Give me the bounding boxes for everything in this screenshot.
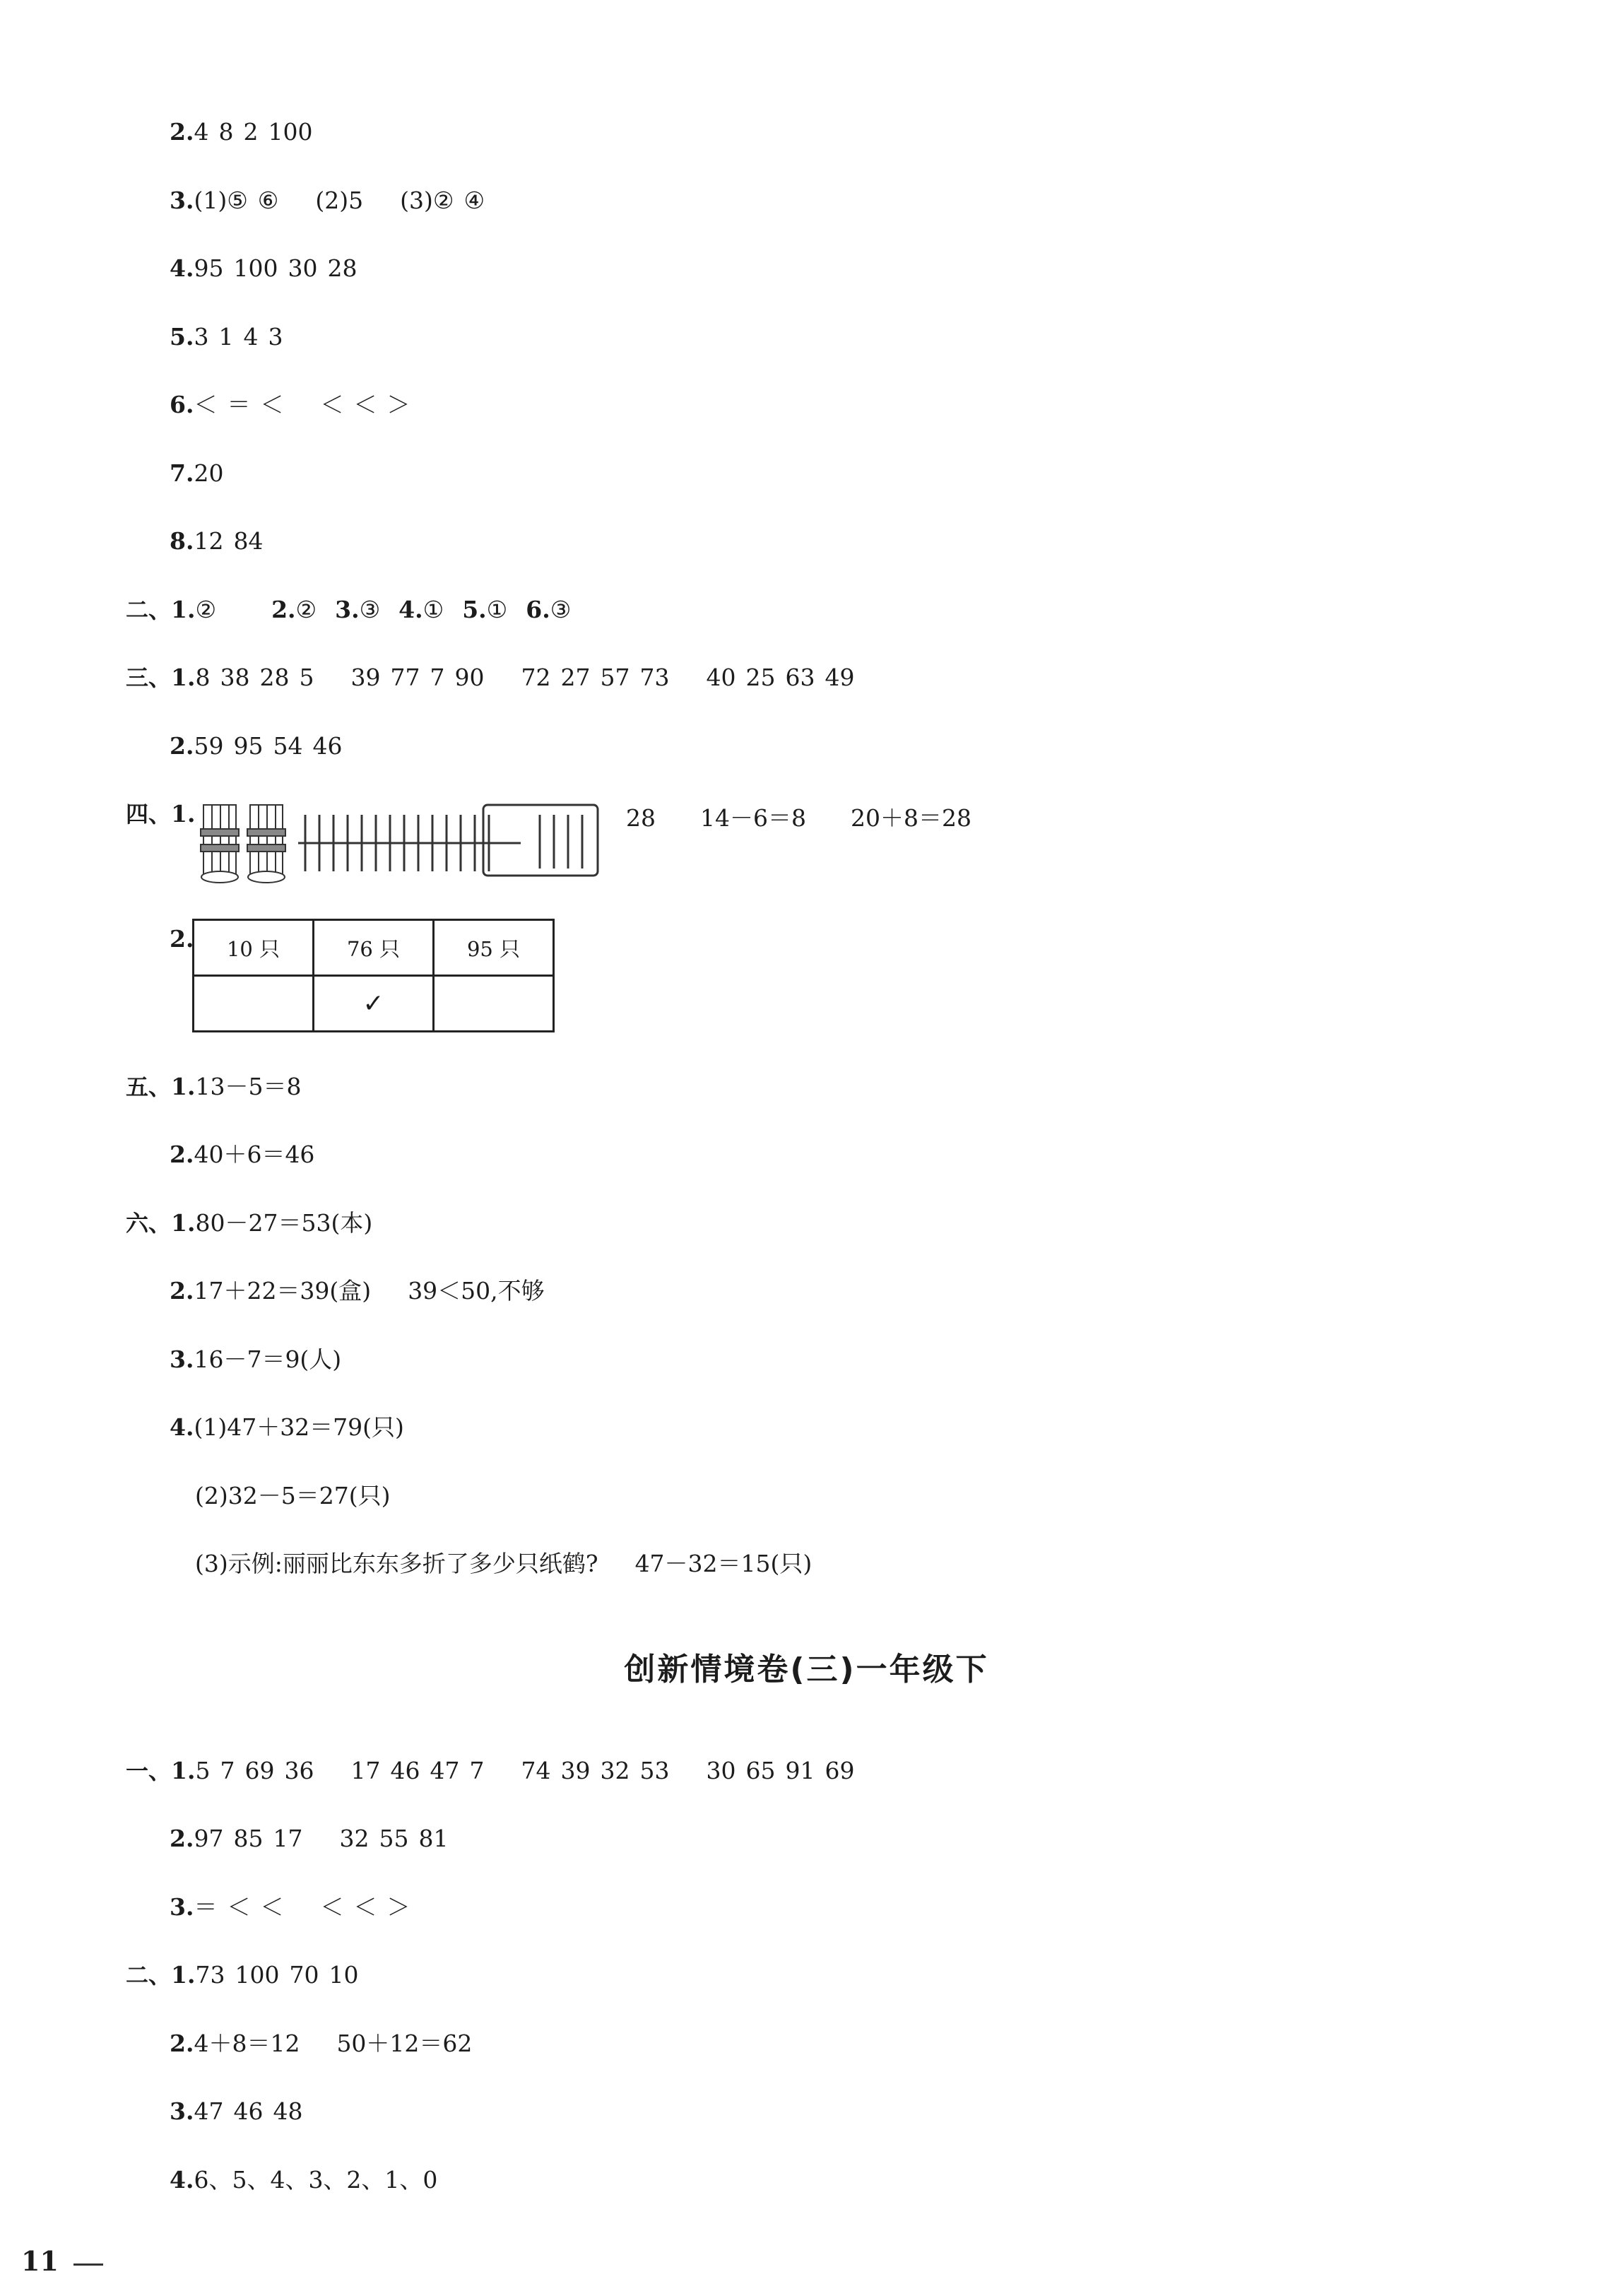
answer-value: 17: [273, 1825, 303, 1852]
table-header: 10 只: [194, 920, 314, 976]
answer-value: 1: [218, 323, 234, 351]
answer-line: [170, 179, 485, 222]
answer-value: ⑥: [257, 187, 279, 214]
answer-group: [521, 657, 669, 699]
answer-value: 16－7＝9(人): [194, 1346, 342, 1373]
sticks-equation-2: 20＋8＝28: [850, 804, 971, 832]
answer-line: [126, 1066, 301, 1108]
stick-bundle-1: [201, 805, 239, 883]
question-number: 1.: [171, 1209, 196, 1237]
question-number: 2.: [170, 2030, 194, 2057]
answer-line: [170, 2023, 472, 2065]
answer-value: ④: [463, 187, 485, 214]
answer-value: 13－5＝8: [195, 1073, 302, 1100]
answer-value: ＜: [353, 1893, 377, 1921]
answer-value: 46: [312, 732, 343, 760]
answer-value: 25: [745, 664, 776, 691]
answer-value: ①: [486, 596, 508, 623]
question-number: 8.: [170, 527, 194, 555]
answer-line: [170, 111, 312, 153]
answer-value: 28: [327, 254, 358, 282]
question-number: 4.: [398, 596, 423, 623]
table-header: 95 只: [434, 920, 554, 976]
answer-line: [170, 1270, 545, 1312]
table-header: 76 只: [314, 920, 434, 976]
answer-line: [170, 918, 194, 960]
answer-value: 3: [268, 323, 283, 351]
section-number: 四、: [126, 801, 172, 828]
question-number: 2.: [170, 925, 194, 953]
answer-value: 39: [560, 1757, 591, 1784]
answer-value: ①: [423, 596, 444, 623]
answer-value: 74: [521, 1757, 551, 1784]
answer-value: 8: [195, 664, 211, 691]
answer-value: (1)⑤: [194, 187, 248, 214]
answer-group: [195, 589, 216, 631]
answer-value: 95: [194, 254, 224, 282]
question-number: 3.: [170, 1893, 194, 1921]
answer-value: 30: [706, 1757, 736, 1784]
question-number: 7.: [170, 459, 194, 487]
answer-value: ＜: [320, 391, 344, 418]
answer-line: [170, 725, 342, 767]
answer-value: ②: [195, 596, 217, 623]
page-number-dash: [73, 2263, 103, 2266]
answer-line: [170, 1338, 341, 1381]
answer-group: [336, 2023, 472, 2065]
answer-value: ＝: [227, 391, 251, 418]
inline-answer: [398, 596, 444, 623]
answer-value: 8: [218, 118, 234, 146]
question-number: 2.: [170, 1141, 194, 1168]
answer-group: [521, 1750, 669, 1792]
remaining-sticks: [540, 815, 582, 869]
answer-value: ＞: [386, 1893, 410, 1921]
stick-bundle-2: [247, 805, 285, 883]
answer-group: [195, 1066, 301, 1108]
question-number: 4.: [170, 254, 194, 282]
answer-value: 27: [560, 664, 591, 691]
question-number: 6.: [170, 391, 194, 418]
answer-group: [320, 384, 410, 426]
answer-value: 63: [785, 664, 815, 691]
choice-table: [192, 919, 555, 1032]
answer-value: 90: [454, 664, 485, 691]
answer-group: [194, 520, 263, 563]
answer-group: [350, 1750, 484, 1792]
answer-value: 100: [268, 118, 313, 146]
answer-value: ＝: [194, 1893, 218, 1921]
answer-value: 47: [430, 1757, 460, 1784]
table-cell: [434, 976, 554, 1032]
question-number: 1.: [171, 664, 196, 691]
question-number: 3.: [335, 596, 360, 623]
answer-group: [194, 1270, 371, 1312]
question-number: 5.: [170, 323, 194, 351]
answer-value: 5: [195, 1757, 211, 1784]
answer-line: [126, 793, 195, 835]
answer-value: 48: [273, 2097, 303, 2125]
answer-value: 30: [288, 254, 318, 282]
answer-group: [194, 1886, 283, 1929]
counting-sticks-illustration: [199, 801, 602, 884]
answer-value: 65: [745, 1757, 776, 1784]
answer-value: ＜: [227, 1893, 251, 1921]
answer-value: 84: [233, 527, 264, 555]
answer-group: [194, 1134, 314, 1176]
answer-value: 49: [825, 664, 855, 691]
answer-value: 69: [244, 1757, 275, 1784]
answer-value: 32: [600, 1757, 630, 1784]
answer-value: ＜: [194, 391, 218, 418]
answer-line: [170, 1134, 314, 1176]
answer-value: ＜: [260, 1893, 284, 1921]
answer-line: [170, 316, 283, 358]
answer-line: [126, 589, 571, 631]
answer-value: ③: [550, 596, 572, 623]
section-number: 二、: [126, 1962, 172, 1989]
answer-line: [170, 1406, 404, 1449]
answer-group: [706, 657, 854, 699]
question-number: 2.: [170, 118, 194, 146]
answer-value: 53: [639, 1757, 670, 1784]
question-number: 1.: [171, 1757, 196, 1784]
answer-value: 17: [350, 1757, 381, 1784]
answer-value: ＜: [320, 1893, 344, 1921]
answer-group: [195, 1954, 358, 1996]
answer-value: 36: [284, 1757, 314, 1784]
answer-value: 46: [233, 2097, 264, 2125]
answer-value: 6、5、4、3、2、1、0: [194, 2166, 438, 2194]
question-number: 4.: [170, 1413, 194, 1441]
question-number: 2.: [170, 1825, 194, 1852]
answer-line: [170, 2159, 437, 2201]
answer-value: 100: [233, 254, 278, 282]
answer-value: 10: [329, 1961, 359, 1989]
answer-group: [315, 179, 363, 222]
answer-line: [170, 1818, 448, 1860]
answer-value: 32: [339, 1825, 370, 1852]
question-number: 3.: [170, 2097, 194, 2125]
answer-value: 69: [825, 1757, 855, 1784]
section-number: 五、: [126, 1073, 172, 1100]
answer-value: 77: [390, 664, 420, 691]
answer-line: [170, 247, 357, 290]
answer-line: [170, 520, 263, 563]
answer-value: (1)47＋32＝79(只): [194, 1413, 404, 1441]
answer-value: 17＋22＝39(盒): [194, 1277, 372, 1305]
answer-group: [635, 1543, 813, 1585]
page-number: 11: [21, 2245, 59, 2277]
answer-group: [320, 1886, 410, 1929]
answer-group: [194, 1818, 302, 1860]
answer-value: 80－27＝53(本): [195, 1209, 373, 1237]
answer-group: [194, 111, 312, 153]
question-number: 2.: [170, 1277, 194, 1305]
answer-value: 7: [469, 1757, 485, 1784]
answer-line: [195, 1543, 812, 1585]
check-mark: ✓: [314, 976, 434, 1032]
answer-group: [195, 657, 314, 699]
answer-value: ＞: [386, 391, 410, 418]
answer-value: ②: [295, 596, 317, 623]
inline-answer: [526, 596, 571, 623]
answer-value: ③: [359, 596, 381, 623]
answer-value: 38: [220, 664, 250, 691]
answer-group: [194, 2159, 437, 2201]
answer-group: [195, 1750, 314, 1792]
answer-value: 59: [194, 732, 224, 760]
answer-group: [339, 1818, 448, 1860]
answer-line: [170, 384, 410, 426]
answer-value: (3)②: [400, 187, 454, 214]
answer-value: 28: [259, 664, 290, 691]
section-number: 六、: [126, 1210, 172, 1237]
sticks-equation-1: 14－6＝8: [700, 804, 806, 832]
crossed-out-sticks: [298, 815, 521, 871]
answer-value: 57: [600, 664, 630, 691]
answer-value: 39＜50,不够: [408, 1277, 545, 1305]
answer-value: 95: [233, 732, 264, 760]
answer-group: [194, 179, 278, 222]
answer-value: 81: [418, 1825, 449, 1852]
inline-answer: [462, 596, 507, 623]
answer-line: [170, 452, 223, 495]
answer-value: 7: [430, 664, 445, 691]
question-number: 3.: [170, 187, 194, 214]
question-number: 1.: [171, 596, 196, 623]
answer-group: [195, 1202, 372, 1244]
answer-value: 3: [194, 323, 209, 351]
answer-value: 39: [350, 664, 381, 691]
answer-group: [195, 1543, 598, 1585]
answer-group: [350, 657, 484, 699]
answer-value: ＜: [260, 391, 284, 418]
answer-group: [194, 316, 283, 358]
answer-group: [194, 452, 223, 495]
answer-line: [195, 1475, 390, 1517]
inline-answer: [335, 596, 380, 623]
question-number: 1.: [171, 1073, 196, 1100]
answer-value: ＜: [353, 391, 377, 418]
answer-line: [170, 2090, 302, 2133]
answer-group: [194, 247, 357, 290]
answer-value: 2: [243, 118, 259, 146]
answer-value: 5: [299, 664, 314, 691]
inline-answer: [271, 596, 317, 623]
answer-value: 20: [194, 459, 224, 487]
answer-value: 85: [233, 1825, 264, 1852]
answer-value: (2)5: [315, 187, 364, 214]
sticks-answer: 28: [626, 804, 656, 832]
answer-value: 73: [639, 664, 670, 691]
answer-line: [126, 1202, 372, 1244]
answer-value: (3)示例:丽丽比东东多折了多少只纸鹤?: [195, 1550, 598, 1577]
answer-value: 47－32＝15(只): [634, 1550, 813, 1577]
answer-group: [194, 384, 283, 426]
question-number: 3.: [170, 1346, 194, 1373]
answer-group: [706, 1750, 854, 1792]
answer-group: [194, 2090, 302, 2133]
question-number: 1.: [171, 800, 196, 828]
answer-group: [400, 179, 485, 222]
question-number: 2.: [271, 596, 296, 623]
answer-value: 4: [243, 323, 259, 351]
answer-value: 72: [521, 664, 551, 691]
answer-group: [194, 2023, 300, 2065]
section-title: 创新情境卷(三)一年级下: [624, 1652, 989, 1688]
answer-group: [194, 1406, 403, 1449]
answer-value: 97: [194, 1825, 224, 1852]
answer-value: 4＋8＝12: [194, 2030, 300, 2057]
answer-value: 54: [273, 732, 303, 760]
section-number: 二、: [126, 596, 172, 623]
section-number: 三、: [126, 664, 172, 691]
question-number: 1.: [171, 1961, 196, 1989]
answer-value: 7: [220, 1757, 235, 1784]
question-number: 6.: [526, 596, 550, 623]
answer-line: [126, 1750, 854, 1792]
answer-value: 70: [289, 1961, 319, 1989]
answer-value: 50＋12＝62: [336, 2030, 473, 2057]
question-number: 4.: [170, 2166, 194, 2194]
answer-group: [194, 1338, 341, 1381]
answer-value: 46: [390, 1757, 420, 1784]
question-number: 2.: [170, 732, 194, 760]
answer-value: 55: [379, 1825, 409, 1852]
question-number: 5.: [462, 596, 487, 623]
table-cell: [194, 976, 314, 1032]
answer-value: (2)32－5＝27(只): [195, 1482, 391, 1509]
answer-value: 40＋6＝46: [194, 1141, 315, 1168]
answer-line: [170, 1886, 410, 1929]
answer-group: [408, 1270, 544, 1312]
answer-value: 47: [194, 2097, 224, 2125]
answer-group: [195, 1475, 390, 1517]
answer-value: 100: [235, 1961, 280, 1989]
answer-value: 4: [194, 118, 209, 146]
section-number: 一、: [126, 1758, 172, 1784]
answer-line: [126, 657, 854, 699]
answer-line: [126, 1954, 358, 1996]
answer-value: 40: [706, 664, 736, 691]
answer-value: 12: [194, 527, 224, 555]
answer-value: 73: [195, 1961, 225, 1989]
answer-value: 91: [785, 1757, 815, 1784]
answer-group: [194, 725, 342, 767]
sticks-equation: [626, 797, 971, 840]
